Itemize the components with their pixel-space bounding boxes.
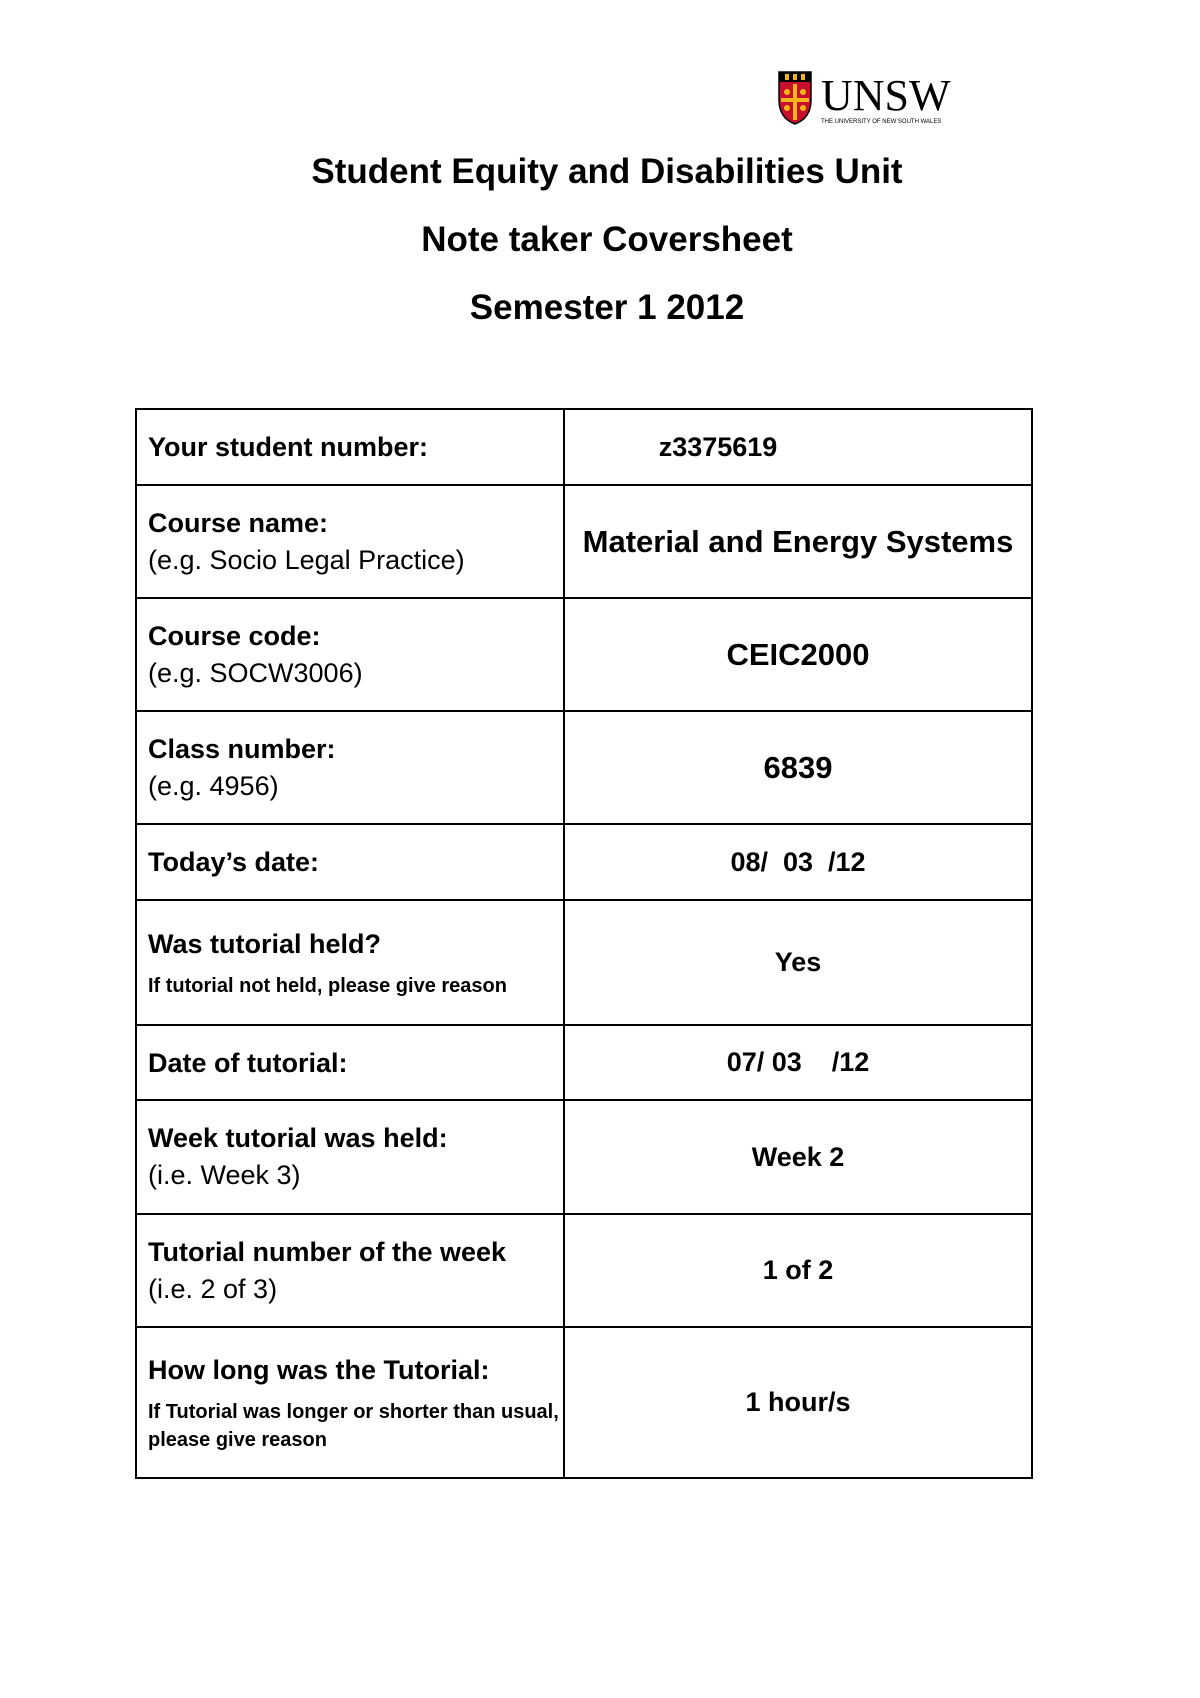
table-row (136, 1025, 1032, 1100)
course-code-label: Course code: (148, 620, 321, 651)
label-cell (136, 1100, 564, 1214)
table-row (136, 598, 1032, 711)
class-number-label: Class number: (148, 733, 336, 764)
tutorial-held-label: Was tutorial held? (148, 928, 382, 959)
label-cell (136, 900, 564, 1025)
tutorial-date-label: Date of tutorial: (148, 1047, 348, 1078)
tutorial-length-note: If Tutorial was longer or shorter than usual, please give reason (148, 1400, 559, 1451)
value-cell (564, 409, 1032, 485)
semester-label: Semester 1 2012 (469, 288, 745, 327)
value-cell (564, 1100, 1032, 1214)
table-row (136, 1327, 1032, 1478)
tutorial-week-value: Week 2 (751, 1141, 845, 1172)
tutorial-week-hint: (i.e. Week 3) (148, 1160, 301, 1190)
page-title: Student Equity and Disabilities Unit (311, 152, 903, 191)
table-row (136, 824, 1032, 900)
label-cell (136, 711, 564, 824)
tutorial-number-hint: (i.e. 2 of 3) (148, 1273, 278, 1304)
todays-date-label: Today’s date: (148, 847, 320, 877)
page-subtitle: Note taker Coversheet (421, 220, 793, 259)
tutorial-held-value: Yes (774, 947, 822, 977)
coversheet-table (135, 408, 1033, 1479)
value-cell (564, 598, 1032, 711)
value-cell (564, 1214, 1032, 1327)
logo-wordmark: UNSW (821, 71, 951, 120)
student-number-value: z3375619 (658, 431, 778, 462)
label-cell (136, 485, 564, 598)
tutorial-length-value: 1 hour/s (745, 1387, 851, 1417)
unsw-logo (777, 70, 977, 128)
tutorial-number-label: Tutorial number of the week (148, 1236, 507, 1267)
value-cell (564, 1025, 1032, 1100)
table-row (136, 900, 1032, 1025)
course-code-value: CEIC2000 (726, 636, 870, 672)
student-number-label: Your student number: (148, 432, 428, 462)
value-cell (564, 485, 1032, 598)
table-row (136, 409, 1032, 485)
course-code-hint: (e.g. SOCW3006) (148, 657, 363, 688)
label-cell (136, 824, 564, 900)
value-cell (564, 711, 1032, 824)
tutorial-held-note: If tutorial not held, please give reason (148, 974, 507, 997)
label-cell (136, 409, 564, 485)
value-cell (564, 824, 1032, 900)
table-row (136, 711, 1032, 824)
table-row (136, 485, 1032, 598)
value-cell (564, 1327, 1032, 1478)
unsw-crest-icon (777, 70, 977, 128)
tutorial-date-value: 07/ 03 /12 (726, 1047, 870, 1077)
class-number-value: 6839 (763, 749, 833, 785)
logo-tagline: THE UNIVERSITY OF NEW SOUTH WALES (821, 119, 942, 125)
tutorial-number-value: 1 of 2 (762, 1255, 834, 1285)
course-name-hint: (e.g. Socio Legal Practice) (148, 544, 465, 575)
todays-date-value: 08/ 03 /12 (730, 846, 866, 877)
label-cell (136, 1025, 564, 1100)
course-name-label: Course name: (148, 507, 329, 538)
class-number-hint: (e.g. 4956) (148, 770, 279, 801)
tutorial-week-label: Week tutorial was held: (148, 1123, 448, 1153)
label-cell (136, 1327, 564, 1478)
tutorial-length-label: How long was the Tutorial: (148, 1354, 490, 1385)
label-cell (136, 1214, 564, 1327)
value-cell (564, 900, 1032, 1025)
label-cell (136, 598, 564, 711)
course-name-value: Material and Energy Systems (582, 523, 1014, 559)
table-row (136, 1100, 1032, 1214)
table-row (136, 1214, 1032, 1327)
